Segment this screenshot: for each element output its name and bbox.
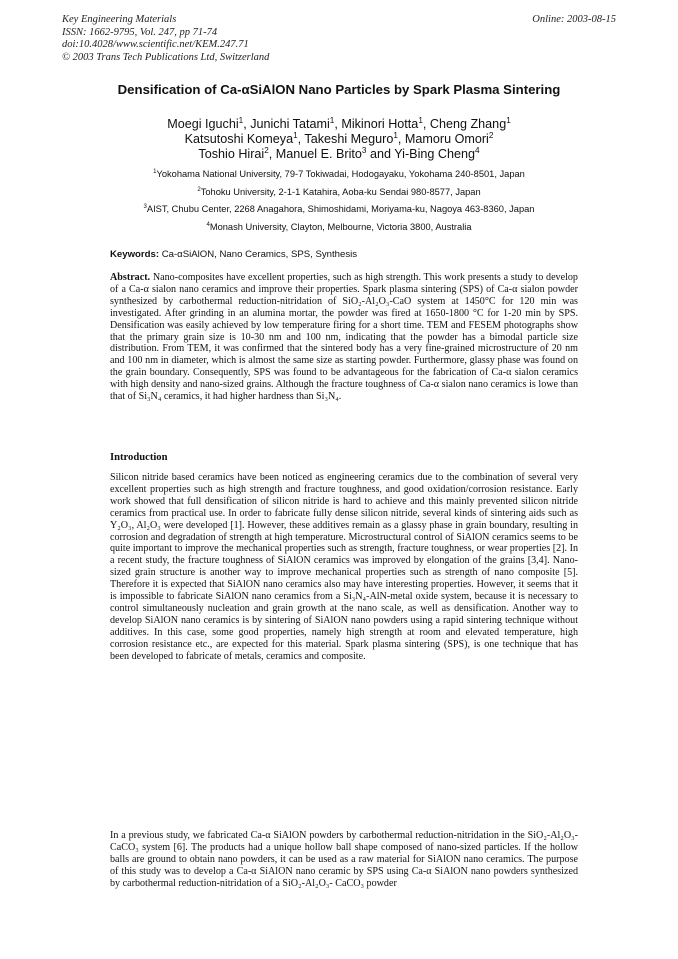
abstract-text: Nano-composites have excellent properties, such as high strength. This work presents a study to develop of a Ca-α sialon nano ceramics and improve their properties. Spark plasma sintering (SPS) of Ca-α sialon powder synthesized by carbothermal reduction-nitridation of SiO₂-Al₂O₃-CaO system at 1450°C for 120 min was investigated. After grinding in an alumina mortar, the powder was fired at 1650-1800 °C for 1-20 min by SPS. Densification was easily achieved by low temperature firing for a short time. TEM and FESEM photographs show that the primary grain size is 10-30 nm and 100 nm, indicating that the powder has a bimodal particle size distribution. From TEM, it was confirmed that the sintered body has a very fine-grained microstructure of 20 nm and 100 nm in diameter, which is almost the same size as starting powder. Furthermore, glassy phase was found on the grain boundary. Consequently, SPS was found to be advantageous for the fabrication of Ca-α sialon ceramics with high density and nano-sized grains. Although the fracture toughness of Ca-α sialon nano ceramics is lowe than that of Si₃N₄ ceramics, it had higher hardness than Si₃N₄.	[110, 272, 578, 403]
online-date: Online: 2003-08-15	[532, 14, 616, 25]
author-name: Manuel E. Brito	[275, 147, 362, 161]
journal-name: Key Engineering Materials	[62, 14, 177, 25]
abstract	[110, 272, 578, 403]
author-name: Toshio Hirai	[198, 147, 265, 161]
copyright-line: © 2003 Trans Tech Publications Ltd, Switzerland	[62, 51, 270, 63]
issn-line: ISSN: 1662-9795, Vol. 247, pp 71-74	[62, 26, 218, 38]
author-name: Moegi Iguchi	[167, 117, 239, 131]
author-name: Mamoru Omori	[404, 132, 489, 146]
author-affiliation-mark: 2	[264, 145, 269, 155]
author-affiliation-mark: 1	[418, 115, 423, 125]
author-name: Cheng Zhang	[429, 117, 507, 131]
author-affiliation-mark: 3	[361, 145, 367, 155]
doi-line: doi:10.4028/www.scientific.net/KEM.247.71	[62, 39, 249, 50]
abstract-label: Abstract.	[110, 272, 151, 283]
author-affiliation-mark: 1	[293, 130, 298, 140]
affiliation-3: $^3$AIST, Chubu Center, 2268 Anagahora, Shimoshidami, Moriyama-ku, Nagoya 463-8360, Japan	[143, 204, 535, 215]
author-name: Yi-Bing Cheng	[394, 147, 475, 161]
author-affiliation-mark: 1	[393, 130, 398, 140]
affiliation-list	[0, 166, 678, 236]
introduction-paragraph-1: Silicon nitride based ceramics have been noticed as engineering ceramics due to the combination of several very excellent properties such as high strength and fracture toughness, and good oxidation/corrosion resistance. Early work showed that full densification of silicon nitride is hard to achieve and this mainly prevented silicon nitride ceramics from practical use. In order to fabricate fully dense silicon nitride, several kinds of sintering aids such as Y₂O₃, Al₂O₃ were developed [1]. However, these additives remain as a glassy phase in grain boundary, resulting in corrosion and degradation of strength at high temperature. Microstructural control of SiAlON ceramics seems to be quite important to improve the mechanical properties such as strength, fracture toughness, or wear properties [2]. In a recent study, the fracture toughness of SiAlON ceramics was improved by elongation of the grains [3,4]. Nano-sized grain structure is another way to improve mechanical properties such as strength of nano composite [5]. Therefore it is expected that SiAlON nano ceramics also may have interesting properties. However, it seems that it is impossible to fabricate SiAlON nano ceramics from a Si₃N₄-AlN-metal oxide system, because it is necessary to control simultaneously nucleation and grain growth at the nano scale, as well as densification. Another way to develop SiAlON nano ceramics is by sintering of SiAlON nano powders using a rapid sintering technique without additives. In this case, some good properties, namely high strength at room and elevated temperature, high corrosion resistance etc., are expected for this material. Spark plasma sintering (SPS), is one technique that has been developed to fabricate of metals, ceramics and composite.	[110, 472, 578, 662]
section-heading-introduction: Introduction	[110, 452, 168, 463]
keywords	[110, 249, 357, 260]
author-affiliation-mark: 1	[329, 115, 335, 125]
keywords-text: Ca-αSiAlON, Nano Ceramics, SPS, Synthesis	[161, 249, 358, 260]
author-affiliation-mark: 4	[475, 145, 480, 155]
affiliation-1: $^1$Yokohama National University, 79-7 Tokiwadai, Hodogayaku, Yokohama 240-8501, Japan	[153, 168, 525, 179]
author-line-1: Moegi Iguchi$^1$, Junichi Tatami$^1$, Mikinori Hotta$^1$, Cheng Zhang$^1$	[167, 115, 511, 131]
author-line-3: Toshio Hirai$^2$, Manuel E. Brito$^3$ and Yi-Bing Cheng$^4$	[198, 145, 480, 161]
affiliation-4: $^4$Monash University, Clayton, Melbourne, Victoria 3800, Australia	[206, 221, 472, 232]
author-affiliation-mark: 1	[506, 115, 511, 125]
author-list	[0, 117, 678, 162]
author-name: Junichi Tatami	[250, 117, 330, 131]
author-affiliation-mark: 2	[488, 130, 494, 140]
author-affiliation-mark: 1	[238, 115, 244, 125]
author-line-2: Katsutoshi Komeya$^1$, Takeshi Meguro$^1$, Mamoru Omori$^2$	[184, 130, 494, 146]
introduction-paragraph-2: In a previous study, we fabricated Ca-α SiAlON powders by carbothermal reduction-nitridation in the SiO₂-Al₂O₃-CaCO₃ system [6]. The products had a unique hollow ball shape composed of nano-sized particles. If the hollow balls are ground to obtain nano powders, it can be used as a raw material for SiAlON nano ceramics. The purpose of this study was to develop a Ca-α SiAlON nano ceramic by SPS using Ca-α SiAlON nano powders synthesized by carbothermal reduction-nitridation of a SiO₂-Al₂O₃- CaCO₃ powder	[110, 830, 578, 889]
header-left	[62, 14, 269, 64]
keywords-label: Keywords:	[110, 249, 160, 260]
author-name: Mikinori Hotta	[341, 117, 419, 131]
affiliation-2: $^2$Tohoku University, 2-1-1 Katahira, Aoba-ku Sendai 980-8577, Japan	[197, 186, 481, 197]
author-name: Katsutoshi Komeya	[184, 132, 294, 146]
paper-title: Densification of Ca-αSiAlON Nano Particles by Spark Plasma Sintering	[117, 82, 561, 97]
author-name: Takeshi Meguro	[304, 132, 394, 146]
